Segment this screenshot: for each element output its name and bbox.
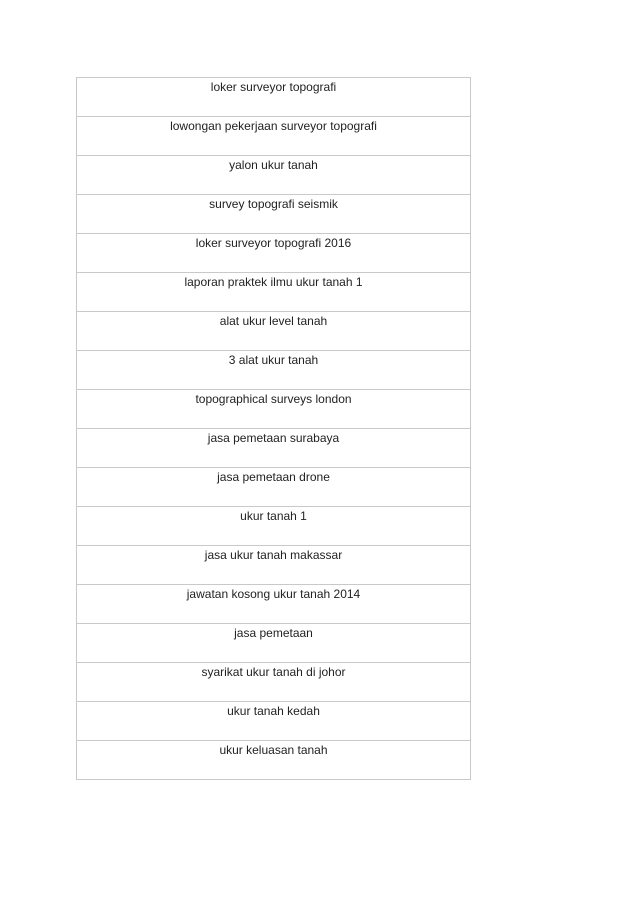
- keyword-text: ukur keluasan tanah: [219, 743, 328, 757]
- table-cell: [77, 663, 471, 702]
- table-cell: [77, 156, 471, 195]
- table-row: [77, 156, 471, 195]
- keyword-text: laporan praktek ilmu ukur tanah 1: [184, 275, 363, 289]
- table-row: [77, 390, 471, 429]
- keyword-text: jasa pemetaan surabaya: [207, 431, 340, 445]
- keyword-text: alat ukur level tanah: [219, 314, 328, 328]
- table-cell: [77, 390, 471, 429]
- keyword-text: yalon ukur tanah: [229, 158, 318, 172]
- keyword-text: jasa pemetaan: [234, 626, 313, 640]
- table-row: [77, 273, 471, 312]
- keyword-text: ukur tanah 1: [240, 509, 307, 523]
- table-row: [77, 234, 471, 273]
- keyword-text: 3 alat ukur tanah: [228, 353, 319, 367]
- table-row: [77, 663, 471, 702]
- table-cell: [77, 702, 471, 741]
- table-cell: [77, 741, 471, 780]
- table-row: [77, 546, 471, 585]
- table-row: [77, 585, 471, 624]
- table-cell: [77, 351, 471, 390]
- table-row: [77, 507, 471, 546]
- keyword-text: ukur tanah kedah: [227, 704, 320, 718]
- keyword-text: syarikat ukur tanah di johor: [201, 665, 346, 679]
- table-cell: [77, 234, 471, 273]
- table-row: [77, 429, 471, 468]
- table-row: [77, 741, 471, 780]
- table-cell: [77, 546, 471, 585]
- table-row: [77, 312, 471, 351]
- table-cell: [77, 117, 471, 156]
- table-cell: [77, 468, 471, 507]
- keyword-text: loker surveyor topografi: [210, 80, 337, 94]
- table-cell: [77, 585, 471, 624]
- table-cell: [77, 195, 471, 234]
- table-row: [77, 195, 471, 234]
- table-cell: [77, 507, 471, 546]
- keyword-text: jasa ukur tanah makassar: [204, 548, 343, 562]
- table-cell: [77, 78, 471, 117]
- table-cell: [77, 429, 471, 468]
- table-cell: [77, 624, 471, 663]
- table-cell: [77, 273, 471, 312]
- keyword-text: loker surveyor topografi 2016: [195, 236, 352, 250]
- table-row: [77, 117, 471, 156]
- table-cell: [77, 312, 471, 351]
- table-row: [77, 468, 471, 507]
- table-row: [77, 351, 471, 390]
- table-row: [77, 702, 471, 741]
- table-row: [77, 624, 471, 663]
- keyword-text: jasa pemetaan drone: [217, 470, 330, 484]
- table-row: [77, 78, 471, 117]
- keyword-text: survey topografi seismik: [209, 197, 338, 211]
- keyword-table: [76, 77, 471, 780]
- keyword-text: jawatan kosong ukur tanah 2014: [186, 587, 361, 601]
- keyword-text: lowongan pekerjaan surveyor topografi: [170, 119, 377, 133]
- keyword-text: topographical surveys london: [195, 392, 352, 406]
